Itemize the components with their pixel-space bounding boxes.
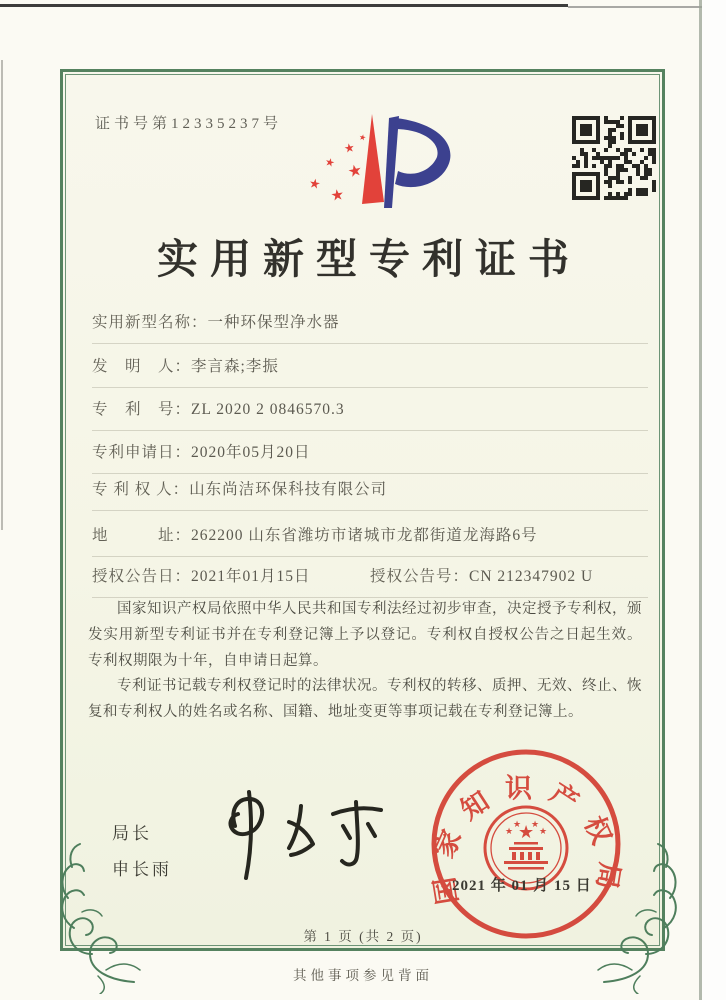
field-patent-number — [92, 397, 648, 431]
svg-text:★: ★ — [538, 826, 548, 836]
back-side-note: 其他事项参见背面 — [293, 968, 433, 983]
field-label: 专 利 权 人： — [92, 481, 190, 498]
field-label: 实用新型名称： — [92, 314, 208, 331]
field-value: 2021年01月15日 — [191, 568, 311, 585]
certificate-number: 证书号第12335237号 — [95, 116, 283, 132]
field-address — [92, 523, 648, 557]
field-value: ZL 2020 2 0846570.3 — [191, 401, 345, 418]
scan-artifact-top — [0, 4, 568, 7]
svg-text:★: ★ — [358, 132, 367, 143]
field-grant-number — [370, 564, 593, 586]
svg-text:★: ★ — [504, 826, 514, 836]
seal-text: 国家知识产权局 — [426, 773, 626, 907]
director-title: 局长 — [112, 824, 152, 843]
director-signature — [205, 786, 400, 884]
director-name: 申长雨 — [112, 860, 172, 879]
field-value: 山东尚洁环保科技有限公司 — [189, 481, 388, 498]
field-inventor — [92, 354, 648, 388]
field-label: 发 明 人： — [92, 358, 192, 375]
svg-text:★: ★ — [342, 140, 356, 156]
seal-date: 2021 年 01 月 15 日 — [452, 878, 592, 894]
corner-flourish-left — [46, 842, 146, 994]
page-edge — [702, 0, 726, 1000]
field-patentee — [92, 477, 648, 511]
scan-artifact-left — [1, 60, 3, 530]
page-number: 第 1 页 (共 2 页) — [303, 929, 423, 944]
field-value: 一种环保型净水器 — [207, 314, 340, 331]
field-filing-date — [92, 440, 648, 474]
svg-text:★: ★ — [512, 819, 522, 829]
svg-text:★: ★ — [345, 159, 364, 182]
page-curl-edge — [699, 0, 702, 1000]
svg-text:★: ★ — [530, 819, 540, 829]
certificate-title: 实用新型专利证书 — [157, 236, 581, 282]
field-label: 授权公告号： — [370, 568, 470, 585]
corner-flourish-right — [592, 842, 692, 994]
field-grant — [92, 564, 648, 598]
field-value: 李言森;李振 — [191, 358, 279, 375]
svg-text:★: ★ — [323, 155, 337, 171]
svg-text:★: ★ — [517, 822, 535, 842]
field-value: 2020年05月20日 — [191, 444, 311, 461]
legal-paragraph-1: 国家知识产权局依照中华人民共和国专利法经过初步审查，决定授予专利权，颁发实用新型专利证书并在专利登记簿上予以登记。专利权自授权公告之日起生效。专利权期限为十年，自申请日起算。 — [88, 601, 642, 669]
svg-text:★: ★ — [329, 185, 346, 205]
cnipa-logo — [292, 108, 472, 226]
field-label: 授权公告日： — [92, 568, 192, 585]
qr-code — [572, 116, 656, 200]
field-utility-model-name — [92, 310, 648, 344]
legal-text — [88, 597, 642, 726]
field-label: 专 利 号： — [92, 401, 192, 418]
field-value: 262200 山东省潍坊市诸城市龙都街道龙海路6号 — [191, 527, 538, 544]
legal-paragraph-2: 专利证书记载专利权登记时的法律状况。专利权的转移、质押、无效、终止、恢复和专利权人的姓名或名称、国籍、地址变更等事项记载在专利登记簿上。 — [88, 678, 642, 721]
field-label: 地 址： — [92, 527, 192, 544]
field-label: 专利申请日： — [92, 444, 192, 461]
svg-text:★: ★ — [307, 176, 322, 193]
field-value: CN 212347902 U — [469, 568, 594, 585]
field-grant-date — [92, 568, 311, 585]
